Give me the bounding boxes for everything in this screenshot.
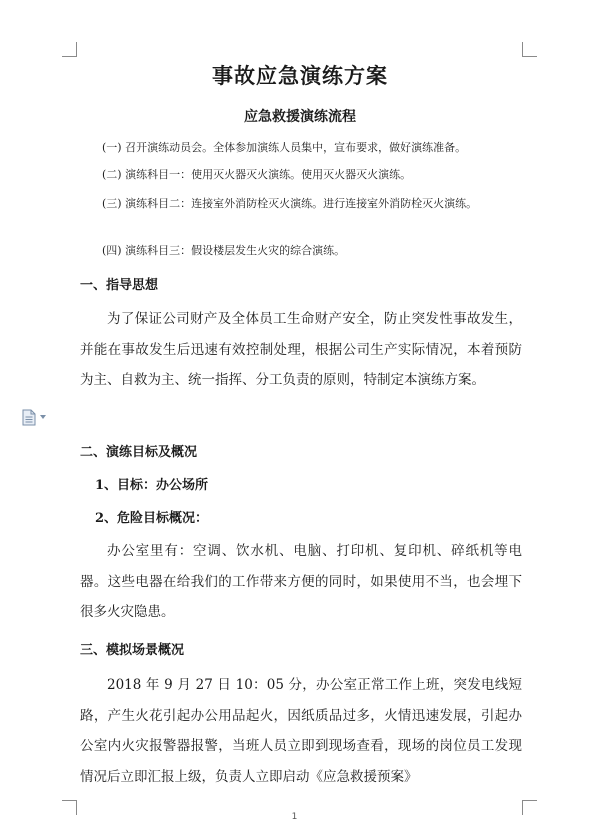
step-2: (二) 演练科目一：使用灭火器灭火演练。使用灭火器灭火演练。 — [102, 168, 412, 181]
crop-mark-top-left — [62, 42, 77, 57]
step-4: (四) 演练科目三：假设楼层发生火灾的综合演练。 — [102, 244, 346, 257]
section-1-body: 为了保证公司财产及全体员工生命财产安全，防止突发性事故发生，并能在事故发生后迅速有效控制处理，根据公司生产实际情况，本着预防为主、自救为主、统一指挥、分工负责的原则，特制定本演练方案。 — [80, 311, 522, 388]
section-2-heading: 二、演练目标及概况 — [80, 445, 198, 460]
crop-mark-top-right — [522, 42, 537, 57]
section-3-body: 2018 年 9 月 27 日 10：05 分，办公室正常工作上班，突发电线短路，产生火花引起办公用品起火，因纸质品过多，火情迅速发展，引起办公室内火灾报警器报警，当班人员立即到现场查看，现场的岗位员工发现情况后立即汇报上级，负责人立即启动《应急救援预案》 — [80, 677, 522, 785]
section-2-body: 办公室里有：空调、饮水机、电脑、打印机、复印机、碎纸机等电器。这些电器在给我们的工作带来方便的同时，如果使用不当，也会埋下很多火灾隐患。 — [80, 543, 522, 620]
section-3-heading: 三、模拟场景概况 — [80, 643, 185, 658]
section-2-item-1: 1、目标：办公场所 — [95, 478, 209, 493]
document-subtitle: 应急救援演练流程 — [244, 109, 356, 125]
chevron-down-icon — [40, 415, 46, 419]
page-number: 1 — [291, 812, 298, 822]
document-page-icon — [22, 409, 36, 426]
document-icon[interactable] — [22, 408, 52, 426]
document-title: 事故应急演练方案 — [212, 63, 388, 88]
section-1-heading: 一、指导思想 — [80, 278, 159, 293]
section-2-item-2: 2、危险目标概况： — [95, 511, 209, 526]
step-3: (三) 演练科目二：连接室外消防栓灭火演练。进行连接室外消防栓灭火演练。 — [102, 197, 478, 210]
step-1: (一) 召开演练动员会。全体参加演练人员集中，宣布要求，做好演练准备。 — [102, 141, 467, 154]
